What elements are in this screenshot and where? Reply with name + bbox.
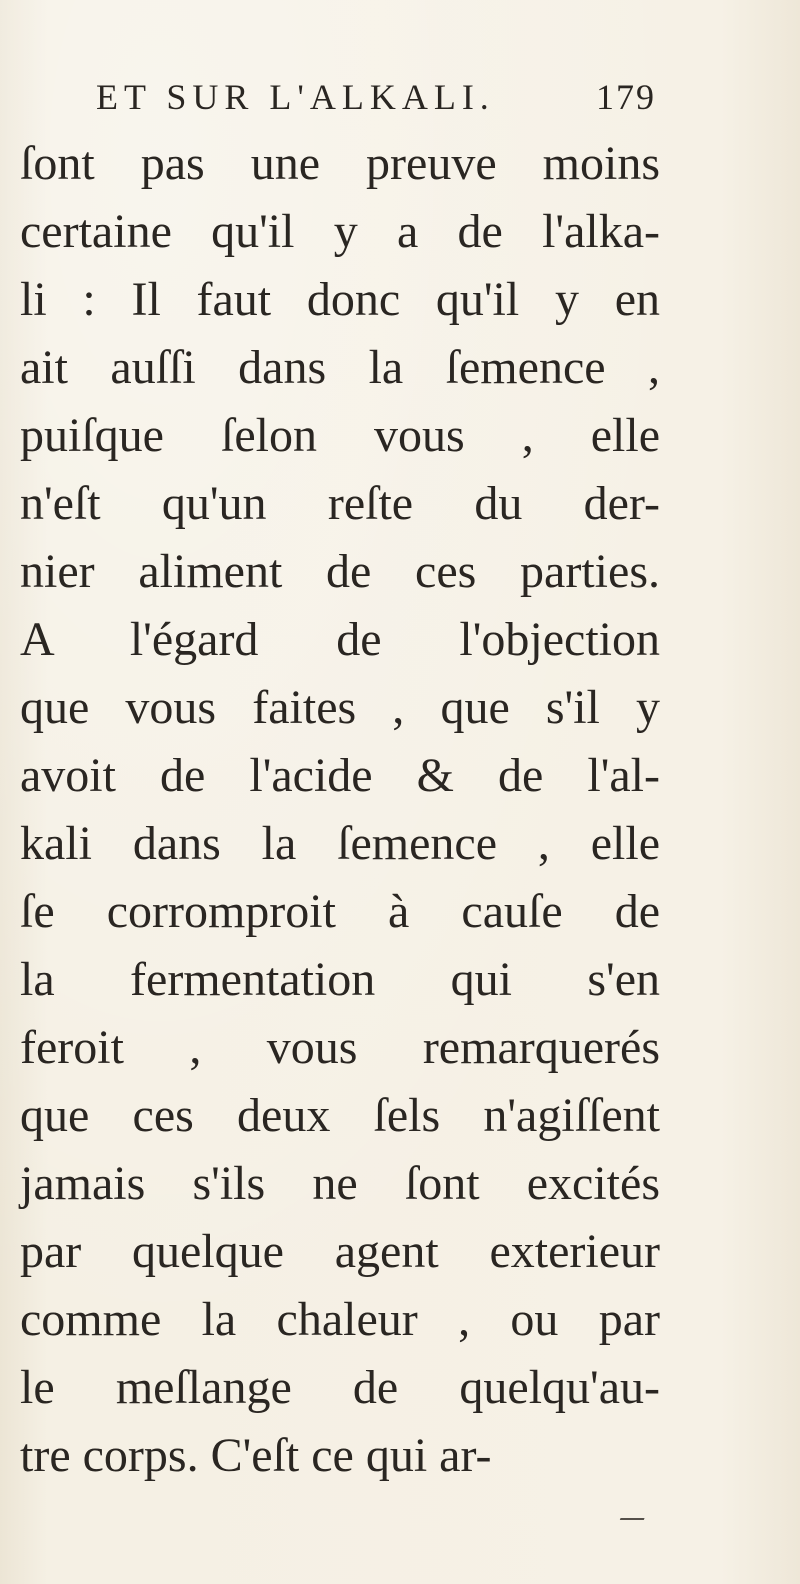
text-line: feroit , vous remarquerés bbox=[20, 1021, 660, 1074]
text-line: ſont pas une preuve moins bbox=[20, 137, 660, 190]
text-line: puiſque ſelon vous , elle bbox=[20, 409, 660, 462]
running-head bbox=[96, 76, 656, 126]
text-line: que vous faites , que s'il y bbox=[20, 681, 660, 734]
text-line: le meſlange de quelqu'au- bbox=[20, 1361, 660, 1414]
text-line: comme la chaleur , ou par bbox=[20, 1293, 660, 1346]
text-line: la fermentation qui s'en bbox=[20, 953, 660, 1006]
catchword-mark bbox=[620, 1508, 648, 1520]
text-line: par quelque agent exterieur bbox=[20, 1225, 660, 1278]
text-line: avoit de l'acide & de l'al- bbox=[20, 749, 660, 802]
running-head-title: ET SUR L'ALKALI. bbox=[96, 77, 495, 117]
text-line: n'eſt qu'un reſte du der- bbox=[20, 477, 660, 530]
text-line: ait auſſi dans la ſemence , bbox=[20, 341, 660, 394]
page-number: 179 bbox=[596, 77, 656, 117]
text-line: jamais s'ils ne ſont excités bbox=[20, 1157, 660, 1210]
text-line: li : Il faut donc qu'il y en bbox=[20, 273, 660, 326]
text-line: que ces deux ſels n'agiſſent bbox=[20, 1089, 660, 1142]
body-text bbox=[20, 130, 660, 1490]
text-line: nier aliment de ces parties. bbox=[20, 545, 660, 598]
text-line: ſe corromproit à cauſe de bbox=[20, 885, 660, 938]
text-line: tre corps. C'eſt ce qui ar- bbox=[20, 1429, 492, 1482]
text-line: kali dans la ſemence , elle bbox=[20, 817, 660, 870]
text-line: certaine qu'il y a de l'alka- bbox=[20, 205, 660, 258]
text-line: A l'égard de l'objection bbox=[20, 613, 660, 666]
